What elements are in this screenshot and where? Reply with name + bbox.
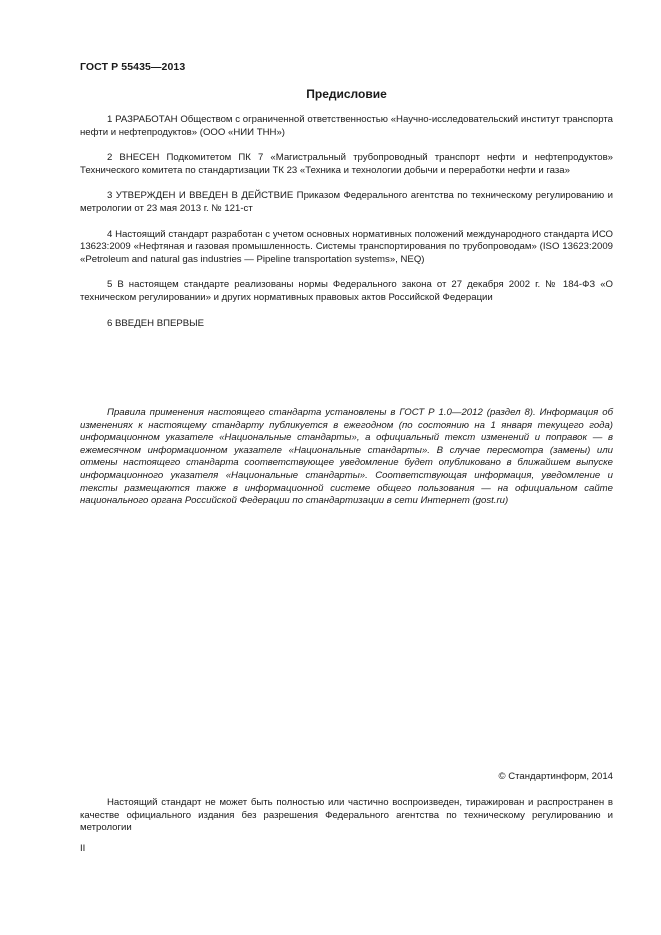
foreword-item-3: 3 УТВЕРЖДЕН И ВВЕДЕН В ДЕЙСТВИЕ Приказом Федерального агентства по техническому регулированию и метрологии от 23 мая 2013 г. № 121-ст	[80, 190, 613, 214]
foreword-item-2: 2 ВНЕСЕН Подкомитетом ПК 7 «Магистральный трубопроводный транспорт нефти и нефтепродуктов» Технического комитета по стандартизации ТК 23 «Техника и технологии добычи и переработки нефти и газа»	[80, 152, 613, 176]
foreword-item-1: 1 РАЗРАБОТАН Обществом с ограниченной ответственностью «Научно-исследовательский институт транспорта нефти и нефтепродуктов» (ООО «НИИ ТНН»)	[80, 114, 613, 138]
foreword-item-4: 4 Настоящий стандарт разработан с учетом основных нормативных положений международного стандарта ИСО 13623:2009 «Нефтяная и газовая промышленность. Системы транспортирования по трубопроводам» (ISO 13623:2009 «Petroleum and natural gas industries — Pipeline transportation systems», NEQ)	[80, 228, 613, 265]
foreword-item-5: 5 В настоящем стандарте реализованы нормы Федерального закона от 27 декабря 2002 г. № 184-ФЗ «О техническом регулировании» и других нормативных правовых актов Российской Федерации	[80, 279, 613, 303]
copyright-line: © Стандартинформ, 2014	[498, 771, 613, 782]
standard-header: ГОСТ Р 55435—2013	[80, 61, 186, 73]
page-number: II	[80, 843, 86, 854]
page-title: Предисловие	[306, 87, 387, 101]
foreword-body	[80, 114, 613, 343]
usage-notice: Правила применения настоящего стандарта установлены в ГОСТ Р 1.0—2012 (раздел 8). Информация об изменениях к настоящему стандарту публикуется в ежегодном (по состоянию на 1 января текущего года) информационном указателе «Национальные стандарты», а официальный текст изменений и поправок — в ежемесячном информационном указателе «Национальные стандарты». В случае пересмотра (замены) или отмены настоящего стандарта соответствующее уведомление будет опубликовано в ближайшем выпуске информационного указателя «Национальные стандарты». Соответствующая информация, уведомление и тексты размещаются также в информационной системе общего пользования — на официальном сайте национального органа Российской Федерации по стандартизации в сети Интернет (gost.ru)	[80, 407, 613, 507]
foreword-item-6: 6 ВВЕДЕН ВПЕРВЫЕ	[107, 317, 205, 329]
reproduction-notice: Настоящий стандарт не может быть полностью или частично воспроизведен, тиражирован и распространен в качестве официального издания без разрешения Федерального агентства по техническому регулированию и метрологии	[80, 797, 613, 834]
